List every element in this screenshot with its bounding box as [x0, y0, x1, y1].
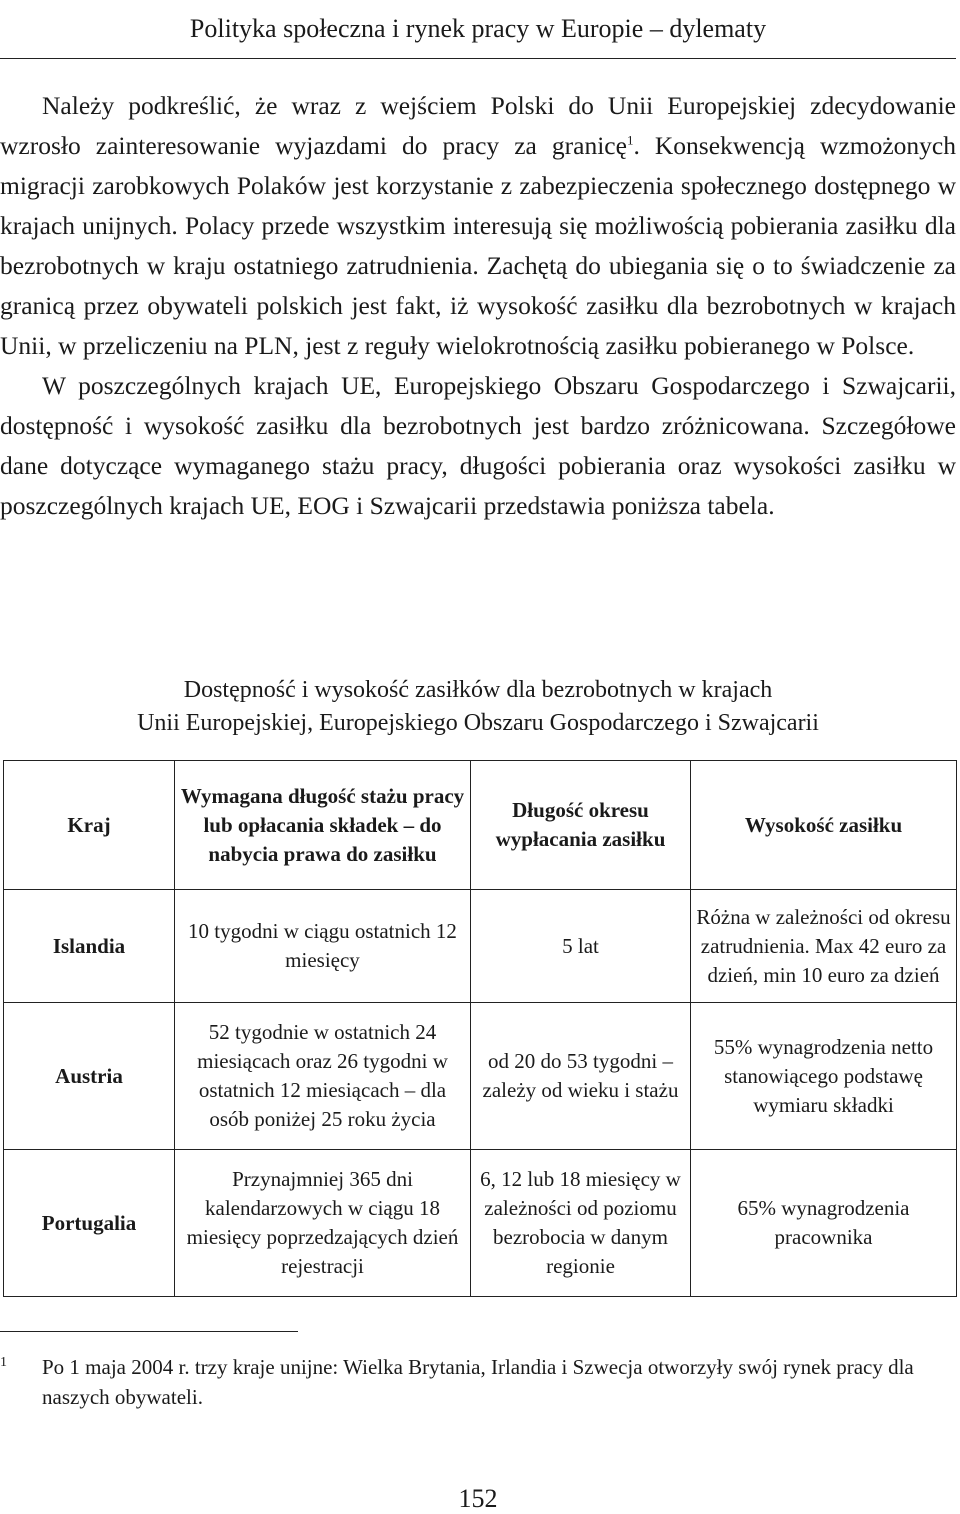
cell-requirement: Przynajmniej 365 dni kalendarzowych w ciągu 18 miesięcy poprzedzających dzień rejestracji	[175, 1150, 471, 1297]
header-rule	[0, 58, 956, 59]
paragraph-1-part-2: . Konsekwencją wzmożonych migracji zarobkowych Polaków jest korzystanie z zabezpieczenia społecznego dostępnego w krajach unijnych. Polacy przede wszystkim interesują się możliwością pobierania zasiłku dla bezrobotnych w kraju ostatniego zatrudnienia. Zachętą do ubiegania się o to świadczenie za granicą przez obywateli polskich jest fakt, iż wysokość zasiłku dla bezrobotnych w krajach Unii, w przeliczeniu na PLN, jest z reguły wielokrotnością zasiłku pobieranego w Polsce.	[0, 131, 956, 360]
footnote-rule	[0, 1331, 298, 1332]
table-title	[0, 674, 956, 740]
body-text	[0, 86, 956, 526]
footnote-reference[interactable]: 1	[626, 132, 634, 148]
footnote-mark: 1	[0, 1355, 7, 1370]
paragraph-2: W poszczególnych krajach UE, Europejskiego Obszaru Gospodarczego i Szwajcarii, dostępność i wysokość zasiłku dla bezrobotnych jest bardzo zróżnicowana. Szczegółowe dane dotyczące wymaganego stażu pracy, długości pobierania oraz wysokości zasiłku w poszczególnych krajach UE, EOG i Szwajcarii przedstawia poniższa tabela.	[0, 371, 956, 520]
cell-country: Portugalia	[4, 1150, 175, 1297]
header-requirement: Wymagana długość stażu pracy lub opłacania składek – do nabycia prawa do zasiłku	[175, 761, 471, 890]
cell-duration: 6, 12 lub 18 miesięcy w zależności od poziomu bezrobocia w danym regionie	[471, 1150, 691, 1297]
cell-amount: Różna w zależności od okresu zatrudnienia. Max 42 euro za dzień, min 10 euro za dzień	[691, 890, 957, 1003]
header-amount: Wysokość zasiłku	[691, 761, 957, 890]
unemployment-benefits-table	[3, 760, 957, 1297]
paragraph-1-part-1: Należy podkreślić, że wraz z wejściem Polski do Unii Europejskiej zdecydowanie wzrosło zainteresowanie wyjazdami do pracy za granicę	[0, 91, 956, 160]
running-header: Polityka społeczna i rynek pracy w Europie – dylematy	[189, 14, 767, 43]
header-country: Kraj	[4, 761, 175, 890]
page-number: 152	[458, 1484, 498, 1513]
table-header-row	[4, 761, 957, 890]
cell-requirement: 10 tygodni w ciągu ostatnich 12 miesięcy	[175, 890, 471, 1003]
table-title-line-2: Unii Europejskiej, Europejskiego Obszaru Gospodarczego i Szwajcarii	[137, 710, 819, 736]
cell-duration: od 20 do 53 tygodni – zależy od wieku i stażu	[471, 1003, 691, 1150]
header-duration: Długość okresu wypłacania zasiłku	[471, 761, 691, 890]
cell-amount: 65% wynagrodzenia pracownika	[691, 1150, 957, 1297]
table-row	[4, 1150, 957, 1297]
footnote	[0, 1352, 956, 1412]
cell-amount: 55% wynagrodzenia netto stanowiącego podstawę wymiaru składki	[691, 1003, 957, 1150]
cell-duration: 5 lat	[471, 890, 691, 1003]
paragraph-1	[0, 86, 956, 366]
table-row	[4, 890, 957, 1003]
cell-requirement: 52 tygodnie w ostatnich 24 miesiącach oraz 26 tygodni w ostatnich 12 miesiącach – dla osób poniżej 25 roku życia	[175, 1003, 471, 1150]
table-title-line-1: Dostępność i wysokość zasiłków dla bezrobotnych w krajach	[183, 677, 773, 703]
footnote-text: Po 1 maja 2004 r. trzy kraje unijne: Wielka Brytania, Irlandia i Szwecja otworzyły swój rynek pracy dla naszych obywateli.	[42, 1355, 914, 1409]
cell-country: Austria	[4, 1003, 175, 1150]
table-row	[4, 1003, 957, 1150]
cell-country: Islandia	[4, 890, 175, 1003]
